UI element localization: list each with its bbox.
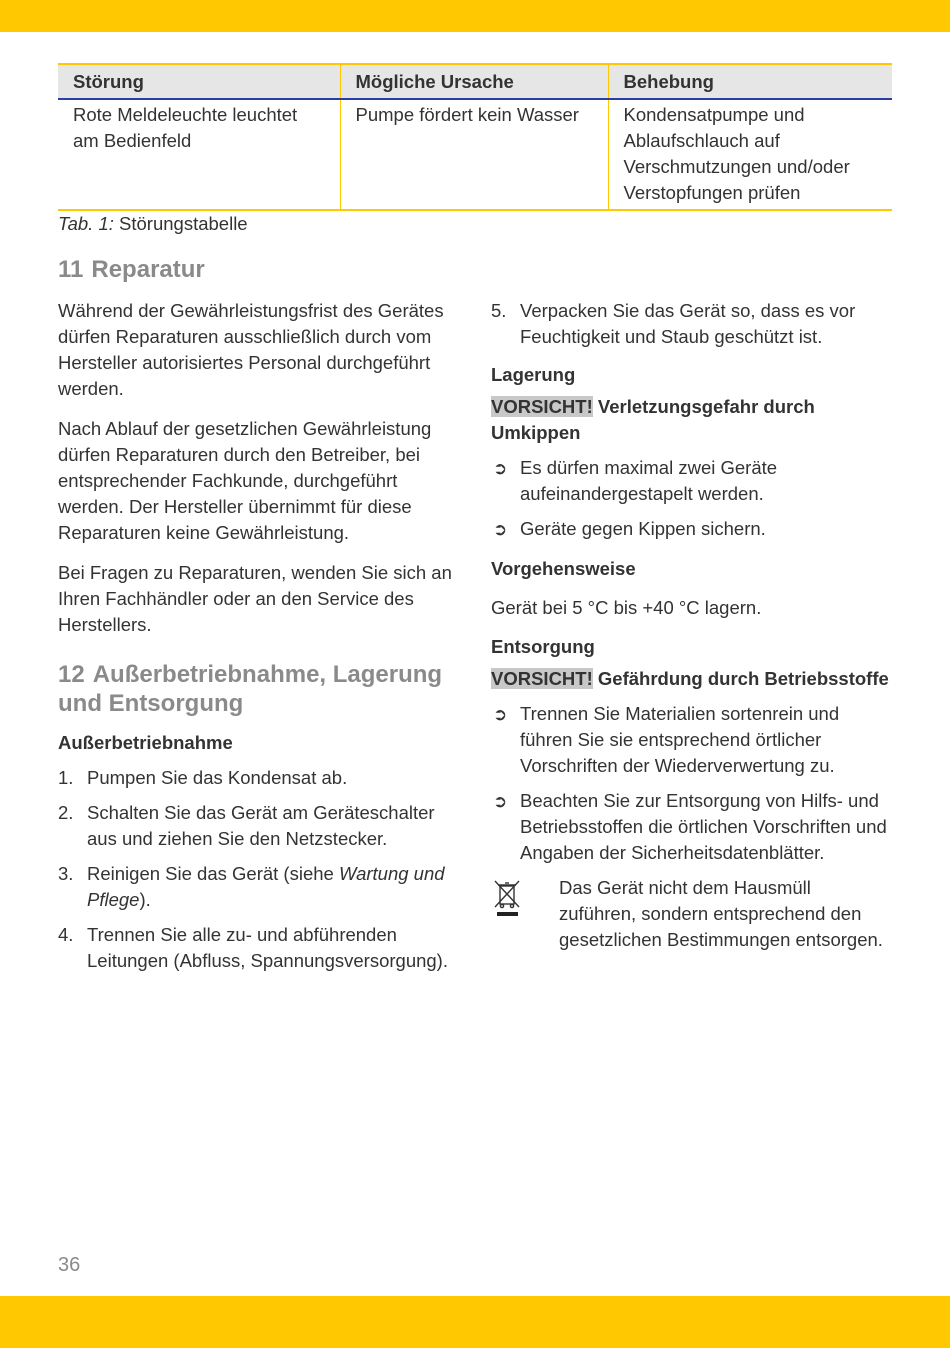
disposal-warning — [491, 666, 893, 692]
step-number: 4. — [58, 924, 74, 945]
decommission-steps-continued — [491, 298, 893, 350]
paragraph: Bei Fragen zu Reparaturen, wenden Sie sich an Ihren Fachhändler oder an den Service des Herstellers. — [58, 562, 452, 635]
step-text: Pumpen Sie das Kondensat ab. — [87, 767, 348, 788]
arrow-bullet-icon: ➲ — [493, 459, 508, 478]
column-header-remedy: Behebung — [608, 64, 892, 99]
step-text: Trennen Sie alle zu- und abführenden Leitungen (Abfluss, Spannungsversorgung). — [87, 924, 448, 971]
procedure-text: Gerät bei 5 °C bis +40 °C lagern. — [491, 597, 762, 618]
table-cell: Kondensatpumpe und Ablaufschlauch auf Verschmutzungen und/oder Verstopfungen prüfen — [608, 99, 892, 210]
table-caption — [58, 211, 248, 237]
list-item — [58, 800, 458, 852]
section-11-heading — [58, 255, 458, 284]
step-text: Schalten Sie das Gerät am Geräteschalter aus und ziehen Sie den Netzstecker. — [87, 802, 435, 849]
list-item — [491, 788, 893, 866]
step-number: 3. — [58, 863, 74, 884]
decommission-steps — [58, 765, 458, 974]
warning-text: Gefährdung durch Betriebsstoffe — [592, 668, 889, 689]
section-title: Reparatur — [91, 256, 205, 283]
instruction-text: Es dürfen maximal zwei Geräte aufeinandergestapelt werden. — [520, 457, 778, 504]
disposal-heading: Entsorgung — [491, 636, 595, 657]
caution-tag: VORSICHT! — [491, 668, 593, 689]
instruction-text: Beachten Sie zur Entsorgung von Hilfs- und Betriebsstoffen die örtlichen Vorschriften und Angaben der Sicherheitsdatenblätter. — [520, 790, 887, 863]
arrow-bullet-icon: ➲ — [493, 792, 508, 811]
crossed-out-bin-icon — [491, 879, 525, 919]
procedure-heading: Vorgehensweise — [491, 558, 636, 579]
table-header-row — [58, 64, 892, 99]
disposal-instructions — [491, 701, 893, 866]
paragraph: Nach Ablauf der gesetzlichen Gewährleistung dürfen Reparaturen durch den Betreiber, bei entsprechender Fachkunde, durchgeführt werden. Der Hersteller übernimmt für diese Reparaturen keine Gewährleistung. — [58, 418, 432, 543]
step-text-end: ). — [139, 889, 151, 910]
paragraph: Während der Gewährleistungsfrist des Gerätes dürfen Reparaturen ausschließlich durch vom Hersteller autorisiertes Personal durchgeführt werden. — [58, 300, 444, 399]
storage-warning — [491, 394, 893, 446]
storage-instructions — [491, 455, 893, 542]
list-item — [491, 298, 893, 350]
list-item — [491, 455, 893, 507]
section-number: 12 — [58, 661, 85, 688]
table-caption-text: Störungstabelle — [113, 213, 248, 234]
instruction-text: Trennen Sie Materialien sortenrein und führen Sie sie entsprechend örtlicher Vorschriften der Wiederverwertung zu. — [520, 703, 840, 776]
column-header-cause: Mögliche Ursache — [340, 64, 608, 99]
table-cell: Rote Meldeleuchte leuchtet am Bedienfeld — [58, 99, 340, 210]
list-item — [58, 861, 458, 913]
warning-text: Verletzungsgefahr durch Umkippen — [491, 396, 815, 443]
section-12-heading — [58, 660, 458, 718]
cross-reference: Wartung und Pflege — [87, 863, 445, 910]
arrow-bullet-icon: ➲ — [493, 705, 508, 724]
arrow-bullet-icon: ➲ — [493, 520, 508, 539]
instruction-text: Geräte gegen Kippen sichern. — [520, 518, 766, 539]
table-row — [58, 99, 892, 210]
page-number: 36 — [58, 1254, 81, 1276]
list-item — [491, 701, 893, 779]
troubleshooting-table — [58, 63, 892, 211]
column-header-fault: Störung — [58, 64, 340, 99]
step-text: Reinigen Sie das Gerät (siehe — [87, 863, 339, 884]
bottom-color-band — [0, 1296, 950, 1348]
section-title: Außerbetriebnahme, Lagerung und Entsorgung — [58, 661, 443, 717]
table-cell: Pumpe fördert kein Wasser — [340, 99, 608, 210]
step-number: 5. — [491, 300, 507, 321]
right-column — [491, 298, 893, 953]
section-number: 11 — [58, 256, 84, 283]
disposal-note-text: Das Gerät nicht dem Hausmüll zuführen, sondern entsprechend den gesetzlichen Bestimmungen entsorgen. — [559, 877, 883, 950]
decommission-heading: Außerbetriebnahme — [58, 732, 233, 753]
list-item — [58, 922, 458, 974]
disposal-note — [491, 875, 893, 953]
list-item — [58, 765, 458, 791]
step-number: 1. — [58, 767, 74, 788]
caution-tag: VORSICHT! — [491, 396, 593, 417]
step-text: Verpacken Sie das Gerät so, dass es vor Feuchtigkeit und Staub geschützt ist. — [520, 300, 856, 347]
list-item — [491, 516, 893, 542]
left-column — [58, 255, 458, 983]
table-caption-label: Tab. 1: — [58, 213, 114, 234]
storage-heading: Lagerung — [491, 364, 576, 385]
step-number: 2. — [58, 802, 74, 823]
top-color-band — [0, 0, 950, 32]
